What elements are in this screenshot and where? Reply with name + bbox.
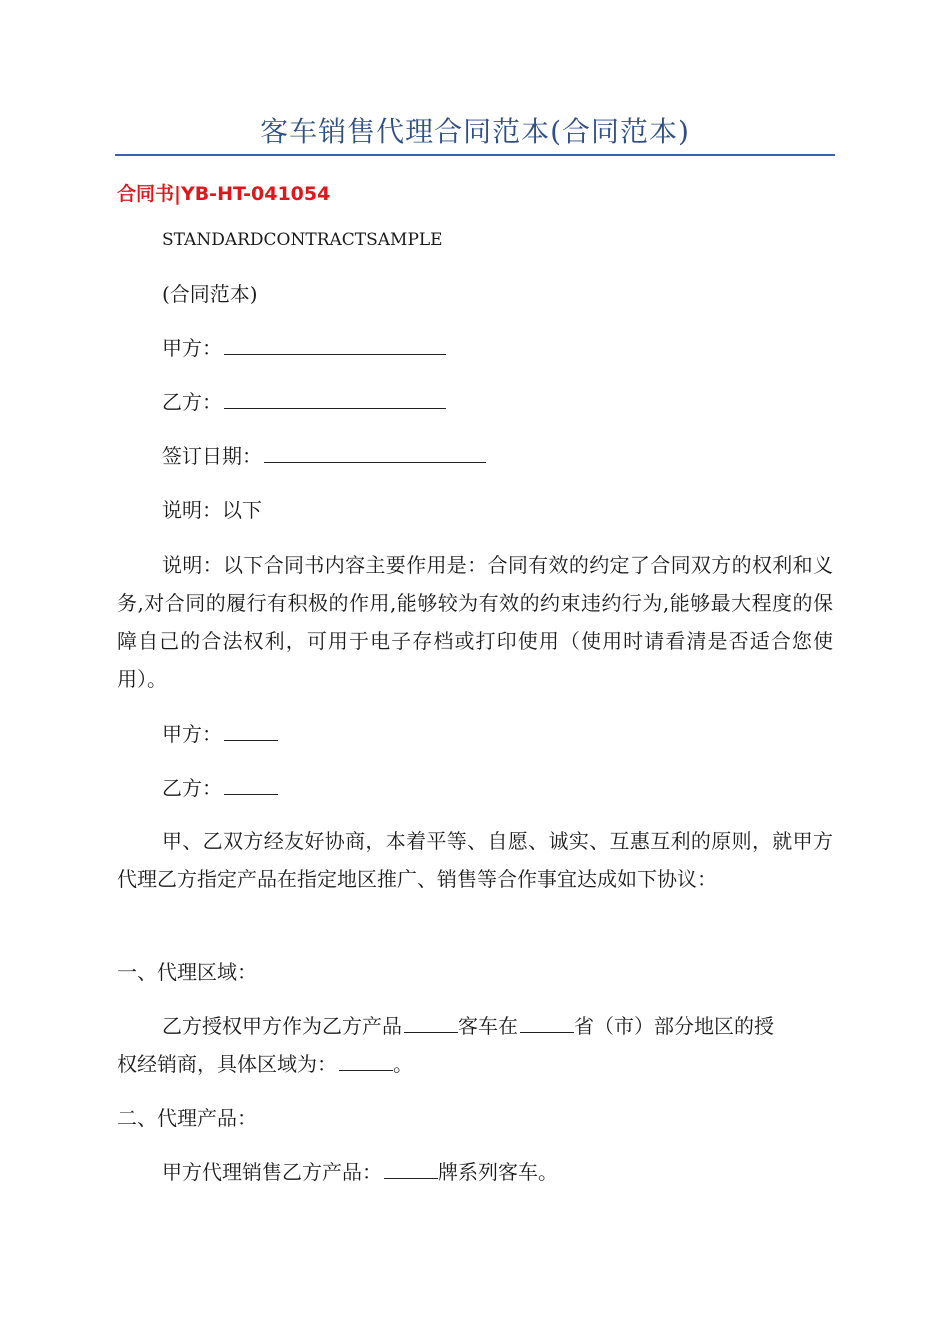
party-a-label-2: 甲方： — [162, 722, 222, 746]
subtitle-english: STANDARDCONTRACTSAMPLE — [162, 230, 443, 250]
section1-text-3: 省（市）部分地区的授 — [574, 1014, 774, 1038]
party-b-label-2: 乙方： — [162, 776, 222, 800]
party-a-line — [162, 334, 446, 362]
subtitle-chinese: (合同范本) — [162, 282, 258, 306]
title-divider — [115, 154, 835, 156]
section2-text-1: 甲方代理销售乙方产品： — [162, 1160, 382, 1184]
sign-date-label: 签订日期： — [162, 444, 262, 468]
section2-blank-1 — [384, 1158, 438, 1179]
section2-heading: 二、代理产品： — [117, 1106, 257, 1130]
note-short: 说明：以下 — [162, 498, 262, 522]
section1-blank-2 — [520, 1012, 574, 1033]
sign-date-line — [162, 442, 486, 470]
section1-line2 — [117, 1050, 413, 1078]
party-b-blank — [224, 388, 446, 409]
party-b-line-2 — [162, 774, 278, 802]
contract-code: 合同书|YB-HT-041054 — [117, 183, 331, 205]
document-title: 客车销售代理合同范本(合同范本) — [260, 115, 690, 148]
section2-text-2: 牌系列客车。 — [438, 1160, 558, 1184]
note-paragraph: 说明：以下合同书内容主要作用是：合同有效的约定了合同双方的权利和义务,对合同的履行有积极的作用,能够较为有效的约束违约行为,能够最大程度的保障自己的合法权利，可用于电子存档或打印使用（使用时请看清是否适合您使用）。 — [117, 553, 833, 691]
sign-date-blank — [264, 442, 486, 463]
party-a-line-2 — [162, 720, 278, 748]
section1-line1 — [162, 1012, 774, 1040]
section2-line1 — [162, 1158, 558, 1186]
section1-text-5: 。 — [393, 1052, 413, 1076]
section1-text-1: 乙方授权甲方作为乙方产品 — [162, 1014, 402, 1038]
party-a-blank — [224, 334, 446, 355]
section1-heading: 一、代理区域： — [117, 960, 257, 984]
party-b-label: 乙方： — [162, 390, 222, 414]
section1-blank-3 — [339, 1050, 393, 1071]
section1-text-2: 客车在 — [458, 1014, 518, 1038]
party-a-label: 甲方： — [162, 336, 222, 360]
party-a-blank-2 — [224, 720, 278, 741]
intro-paragraph: 甲、乙双方经友好协商，本着平等、自愿、诚实、互惠互利的原则，就甲方代理乙方指定产品在指定地区推广、销售等合作事宜达成如下协议： — [117, 829, 833, 891]
section1-blank-1 — [404, 1012, 458, 1033]
party-b-line — [162, 388, 446, 416]
party-b-blank-2 — [224, 774, 278, 795]
section1-text-4: 权经销商，具体区域为： — [117, 1052, 337, 1076]
